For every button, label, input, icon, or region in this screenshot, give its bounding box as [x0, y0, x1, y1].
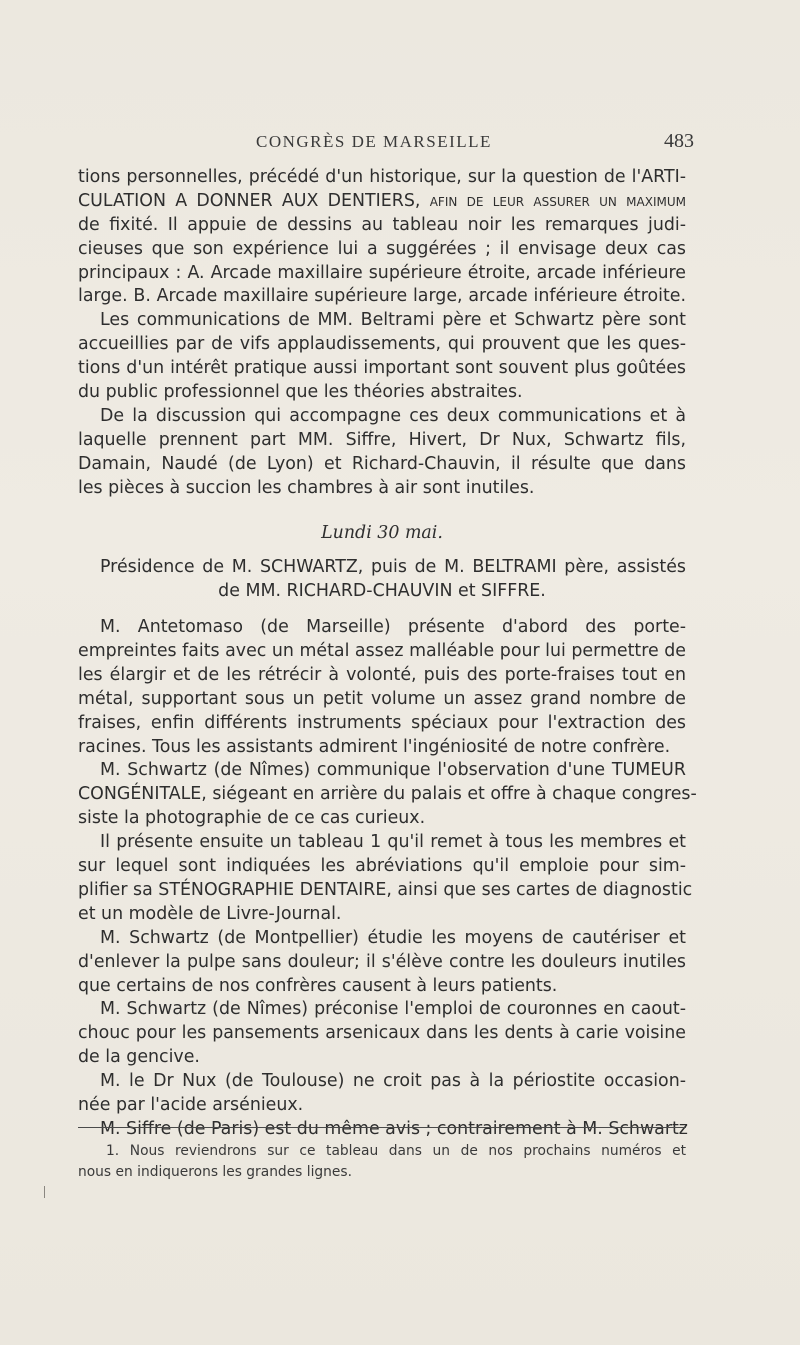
body-line: d'enlever la pulpe sans douleur; il s'élève contre les douleurs inutiles	[78, 951, 686, 972]
body-line: M. Schwartz (de Montpellier) étudie les moyens de cautériser et	[100, 927, 686, 948]
body-line: M. Schwartz (de Nîmes) communique l'observation d'une TUMEUR	[100, 760, 686, 781]
body-line: laquelle prennent part MM. Siffre, Hivert, Dr Nux, Schwartz fils,	[78, 429, 686, 450]
footnote	[78, 1141, 686, 1183]
body-line: M. le Dr Nux (de Toulouse) ne croit pas à la périostite occasion-	[100, 1071, 686, 1092]
body-line: de fixité. Il appuie de dessins au tableau noir les remarques judi-	[78, 214, 686, 235]
body-line: CULATION A DONNER AUX DENTIERS, afin de leur assurer un maximum	[78, 190, 686, 211]
body-line: métal, supportant sous un petit volume un assez grand nombre de	[78, 688, 686, 709]
body-line: sur lequel sont indiquées les abréviations qu'il emploie pour sim-	[78, 856, 686, 877]
footnote-line: nous en indiquerons les grandes lignes.	[78, 1164, 352, 1180]
body-line: les pièces à succion les chambres à air sont inutiles.	[78, 477, 535, 498]
body-line: de la gencive.	[78, 1047, 200, 1068]
margin-mark	[44, 1186, 45, 1198]
body-line: que certains de nos confrères causent à leurs patients.	[78, 975, 558, 996]
body-line: empreintes faits avec un métal assez malléable pour lui permettre de	[78, 641, 686, 662]
body-line: plifier sa STÉNOGRAPHIE DENTAIRE, ainsi que ses cartes de diagnostic	[78, 879, 693, 900]
body-line: du public professionnel que les théories abstraites.	[78, 382, 523, 403]
footnote-line: 1. Nous reviendrons sur ce tableau dans un de nos prochains numéros et	[106, 1143, 686, 1159]
presidency-line: Présidence de M. SCHWARTZ, puis de M. BELTRAMI père, assistés	[100, 557, 686, 578]
body-line: large. B. Arcade maxillaire supérieure large, arcade inférieure étroite.	[78, 286, 686, 307]
running-title: CONGRÈS DE MARSEILLE	[256, 132, 492, 151]
body-line: M. Schwartz (de Nîmes) préconise l'emploi de couronnes en caout-	[100, 999, 686, 1020]
body-line: Les communications de MM. Beltrami père et Schwartz père sont	[100, 310, 686, 331]
body-line: tions d'un intérêt pratique aussi important sont souvent plus goûtées	[78, 358, 686, 379]
body-line: accueillies par de vifs applaudissements, qui prouvent que les ques-	[78, 334, 686, 355]
body-line: De la discussion qui accompagne ces deux communications et à	[100, 405, 686, 426]
body-line: les élargir et de les rétrécir à volonté, puis des porte-fraises tout en	[78, 664, 686, 685]
body-line: CONGÉNITALE, siégeant en arrière du palais et offre à chaque congres-	[78, 784, 697, 805]
body-line: chouc pour les pansements arsenicaux dans les dents à carie voisine	[78, 1023, 686, 1044]
body-line: née par l'acide arsénieux.	[78, 1094, 304, 1115]
body-line: siste la photographie de ce cas curieux.	[78, 808, 426, 829]
body-line: racines. Tous les assistants admirent l'ingéniosité de notre confrère.	[78, 736, 671, 757]
page-number: 483	[664, 130, 694, 152]
body-text	[78, 166, 697, 1142]
body-line: principaux : A. Arcade maxillaire supérieure étroite, arcade inférieure	[78, 262, 686, 283]
body-line: fraises, enfin différents instruments spéciaux pour l'extraction des	[78, 712, 686, 733]
footnote-rule	[78, 1127, 686, 1128]
section-date-heading: Lundi 30 mai.	[321, 523, 443, 544]
presidency-line: de MM. RICHARD-CHAUVIN et SIFFRE.	[218, 581, 546, 602]
body-line: M. Antetomaso (de Marseille) présente d'abord des porte-	[100, 617, 686, 638]
running-head	[78, 130, 694, 156]
body-line: Damain, Naudé (de Lyon) et Richard-Chauvin, il résulte que dans	[78, 453, 686, 474]
body-line: et un modèle de Livre-Journal.	[78, 903, 342, 924]
body-line: Il présente ensuite un tableau 1 qu'il remet à tous les membres et	[100, 832, 686, 853]
body-line: cieuses que son expérience lui a suggérées ; il envisage deux cas	[78, 238, 686, 259]
body-line: M. Siffre (de Paris) est du même avis ; contrairement à M. Schwartz	[100, 1118, 688, 1139]
body-line: tions personnelles, précédé d'un historique, sur la question de l'ARTI-	[78, 167, 686, 187]
